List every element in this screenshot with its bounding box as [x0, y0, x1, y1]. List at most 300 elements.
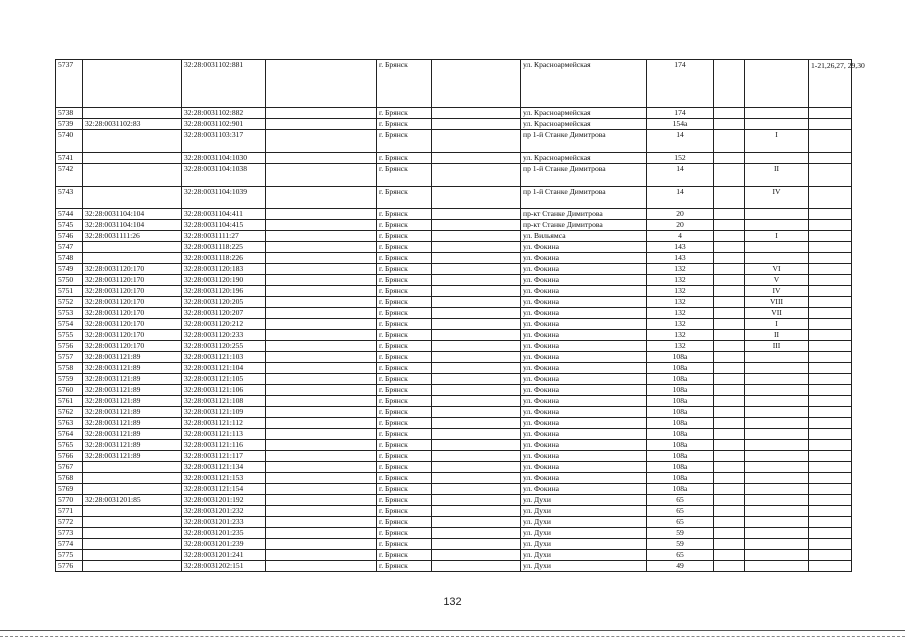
empty-cell [266, 363, 377, 374]
cadastral-number: 32:28:0031111:27 [182, 231, 266, 242]
apartment-range [809, 429, 852, 440]
apartment-range [809, 209, 852, 220]
empty-cell [266, 60, 377, 108]
street-name: ул. Красноармейская [521, 60, 647, 108]
empty-cell [432, 385, 521, 396]
cadastral-number: 32:28:0031104:415 [182, 220, 266, 231]
house-number: 174 [647, 60, 714, 108]
section-number [745, 561, 809, 572]
empty-cell [714, 561, 745, 572]
cadastral-number: 32:28:0031102:882 [182, 108, 266, 119]
empty-cell [266, 164, 377, 187]
table-row [56, 341, 852, 352]
cadastral-number: 32:28:0031118:225 [182, 242, 266, 253]
land-parcel-number: 32:28:0031120:170 [83, 341, 182, 352]
row-number: 5751 [56, 286, 83, 297]
cadastral-number: 32:28:0031121:153 [182, 473, 266, 484]
table-row [56, 209, 852, 220]
apartment-range [809, 297, 852, 308]
empty-cell [714, 539, 745, 550]
city-name: г. Брянск [377, 506, 432, 517]
section-number [745, 550, 809, 561]
row-number: 5746 [56, 231, 83, 242]
empty-cell [266, 330, 377, 341]
row-number: 5753 [56, 308, 83, 319]
row-number: 5766 [56, 451, 83, 462]
row-number: 5745 [56, 220, 83, 231]
city-name: г. Брянск [377, 220, 432, 231]
section-number [745, 539, 809, 550]
empty-cell [714, 528, 745, 539]
land-parcel-number [83, 60, 182, 108]
empty-cell [432, 220, 521, 231]
land-parcel-number [83, 153, 182, 164]
house-number: 108а [647, 407, 714, 418]
row-number: 5761 [56, 396, 83, 407]
cadastral-number: 32:28:0031121:104 [182, 363, 266, 374]
table-row [56, 253, 852, 264]
section-number: IV [745, 187, 809, 209]
house-number: 143 [647, 253, 714, 264]
house-number: 59 [647, 539, 714, 550]
row-number: 5775 [56, 550, 83, 561]
empty-cell [714, 462, 745, 473]
row-number: 5755 [56, 330, 83, 341]
empty-cell [432, 462, 521, 473]
street-name: ул. Фокина [521, 407, 647, 418]
empty-cell [714, 484, 745, 495]
apartment-range [809, 418, 852, 429]
city-name: г. Брянск [377, 242, 432, 253]
apartment-range [809, 264, 852, 275]
house-number: 65 [647, 517, 714, 528]
empty-cell [266, 187, 377, 209]
empty-cell [432, 440, 521, 451]
table-row [56, 528, 852, 539]
empty-cell [714, 330, 745, 341]
street-name: ул. Фокина [521, 308, 647, 319]
street-name: ул. Фокина [521, 275, 647, 286]
house-number: 108а [647, 363, 714, 374]
cadastral-number: 32:28:0031120:190 [182, 275, 266, 286]
apartment-range [809, 528, 852, 539]
table-row [56, 308, 852, 319]
street-name: ул. Красноармейская [521, 108, 647, 119]
section-number [745, 528, 809, 539]
section-number [745, 220, 809, 231]
land-parcel-number: 32:28:0031121:89 [83, 363, 182, 374]
city-name: г. Брянск [377, 153, 432, 164]
section-number [745, 473, 809, 484]
table-row [56, 418, 852, 429]
section-number: I [745, 231, 809, 242]
cadastral-number: 32:28:0031201:235 [182, 528, 266, 539]
cadastral-number: 32:28:0031102:901 [182, 119, 266, 130]
land-parcel-number: 32:28:0031120:170 [83, 264, 182, 275]
house-number: 65 [647, 495, 714, 506]
cadastral-number: 32:28:0031120:233 [182, 330, 266, 341]
empty-cell [266, 396, 377, 407]
cadastral-number: 32:28:0031121:108 [182, 396, 266, 407]
section-number [745, 429, 809, 440]
section-number [745, 209, 809, 220]
table-row [56, 231, 852, 242]
apartment-range [809, 440, 852, 451]
empty-cell [266, 341, 377, 352]
table-row [56, 297, 852, 308]
document-sheet [55, 59, 865, 572]
cadastral-number: 32:28:0031121:103 [182, 352, 266, 363]
land-parcel-number [83, 164, 182, 187]
house-number: 108а [647, 418, 714, 429]
apartment-range: 1-21,26,27, 29,30 [809, 60, 852, 108]
row-number: 5743 [56, 187, 83, 209]
cadastral-number: 32:28:0031102:881 [182, 60, 266, 108]
land-parcel-number: 32:28:0031120:170 [83, 297, 182, 308]
cadastral-number: 32:28:0031201:239 [182, 539, 266, 550]
cadastral-number: 32:28:0031104:1039 [182, 187, 266, 209]
city-name: г. Брянск [377, 440, 432, 451]
table-row [56, 374, 852, 385]
street-name: ул. Духи [521, 550, 647, 561]
table-row [56, 440, 852, 451]
section-number [745, 396, 809, 407]
row-number: 5770 [56, 495, 83, 506]
city-name: г. Брянск [377, 363, 432, 374]
apartment-range [809, 550, 852, 561]
land-parcel-number [83, 528, 182, 539]
cadastral-number: 32:28:0031103:317 [182, 130, 266, 153]
row-number: 5757 [56, 352, 83, 363]
apartment-range [809, 330, 852, 341]
section-number [745, 60, 809, 108]
land-parcel-number: 32:28:0031102:83 [83, 119, 182, 130]
city-name: г. Брянск [377, 517, 432, 528]
empty-cell [266, 153, 377, 164]
street-name: ул. Красноармейская [521, 153, 647, 164]
street-name: ул. Духи [521, 495, 647, 506]
street-name: пр 1-й Станке Димитрова [521, 164, 647, 187]
row-number: 5741 [56, 153, 83, 164]
empty-cell [266, 539, 377, 550]
city-name: г. Брянск [377, 407, 432, 418]
cadastral-number: 32:28:0031121:106 [182, 385, 266, 396]
empty-cell [432, 528, 521, 539]
house-number: 143 [647, 242, 714, 253]
city-name: г. Брянск [377, 330, 432, 341]
empty-cell [432, 275, 521, 286]
section-number: III [745, 341, 809, 352]
house-number: 14 [647, 187, 714, 209]
land-parcel-number [83, 550, 182, 561]
section-number [745, 451, 809, 462]
empty-cell [266, 462, 377, 473]
house-number: 108а [647, 352, 714, 363]
empty-cell [266, 319, 377, 330]
city-name: г. Брянск [377, 385, 432, 396]
land-parcel-number: 32:28:0031104:104 [83, 220, 182, 231]
city-name: г. Брянск [377, 352, 432, 363]
empty-cell [432, 550, 521, 561]
house-number: 132 [647, 275, 714, 286]
apartment-range [809, 495, 852, 506]
street-name: пр 1-й Станке Димитрова [521, 130, 647, 153]
apartment-range [809, 517, 852, 528]
section-number [745, 363, 809, 374]
land-parcel-number: 32:28:0031120:170 [83, 319, 182, 330]
section-number: VIII [745, 297, 809, 308]
empty-cell [266, 561, 377, 572]
empty-cell [432, 253, 521, 264]
street-name: ул. Фокина [521, 330, 647, 341]
section-number [745, 517, 809, 528]
land-parcel-number [83, 539, 182, 550]
street-name: пр-кт Станке Димитрова [521, 209, 647, 220]
street-name: ул. Духи [521, 506, 647, 517]
table-row [56, 407, 852, 418]
empty-cell [432, 429, 521, 440]
empty-cell [714, 550, 745, 561]
empty-cell [714, 495, 745, 506]
empty-cell [432, 451, 521, 462]
cadastral-number: 32:28:0031121:117 [182, 451, 266, 462]
table-row [56, 363, 852, 374]
street-name: ул. Духи [521, 539, 647, 550]
apartment-range [809, 484, 852, 495]
empty-cell [714, 429, 745, 440]
empty-cell [714, 418, 745, 429]
row-number: 5738 [56, 108, 83, 119]
table-row [56, 119, 852, 130]
city-name: г. Брянск [377, 539, 432, 550]
empty-cell [432, 319, 521, 330]
apartment-range [809, 242, 852, 253]
section-number: V [745, 275, 809, 286]
empty-cell [714, 517, 745, 528]
table-row [56, 130, 852, 153]
house-number: 132 [647, 297, 714, 308]
cadastral-number: 32:28:0031121:112 [182, 418, 266, 429]
table-row [56, 462, 852, 473]
city-name: г. Брянск [377, 275, 432, 286]
city-name: г. Брянск [377, 119, 432, 130]
row-number: 5773 [56, 528, 83, 539]
city-name: г. Брянск [377, 60, 432, 108]
land-parcel-number: 32:28:0031121:89 [83, 374, 182, 385]
empty-cell [714, 187, 745, 209]
house-number: 108а [647, 440, 714, 451]
row-number: 5744 [56, 209, 83, 220]
street-name: ул. Духи [521, 528, 647, 539]
city-name: г. Брянск [377, 319, 432, 330]
empty-cell [714, 286, 745, 297]
land-parcel-number: 32:28:0031121:89 [83, 451, 182, 462]
land-parcel-number [83, 561, 182, 572]
apartment-range [809, 286, 852, 297]
city-name: г. Брянск [377, 418, 432, 429]
cadastral-number: 32:28:0031120:205 [182, 297, 266, 308]
empty-cell [714, 374, 745, 385]
table-row [56, 187, 852, 209]
section-number [745, 374, 809, 385]
empty-cell [714, 407, 745, 418]
empty-cell [266, 275, 377, 286]
house-number: 174 [647, 108, 714, 119]
house-number: 59 [647, 528, 714, 539]
land-parcel-number: 32:28:0031120:170 [83, 275, 182, 286]
empty-cell [714, 385, 745, 396]
apartment-range [809, 119, 852, 130]
city-name: г. Брянск [377, 561, 432, 572]
row-number: 5737 [56, 60, 83, 108]
house-number: 152 [647, 153, 714, 164]
empty-cell [432, 164, 521, 187]
land-parcel-number: 32:28:0031121:89 [83, 429, 182, 440]
street-name: ул. Фокина [521, 451, 647, 462]
section-number [745, 484, 809, 495]
apartment-range [809, 108, 852, 119]
city-name: г. Брянск [377, 264, 432, 275]
empty-cell [432, 407, 521, 418]
empty-cell [714, 451, 745, 462]
section-number [745, 462, 809, 473]
empty-cell [714, 319, 745, 330]
empty-cell [266, 286, 377, 297]
empty-cell [266, 220, 377, 231]
scan-edge-line [0, 630, 905, 631]
land-parcel-number [83, 517, 182, 528]
apartment-range [809, 385, 852, 396]
apartment-range [809, 539, 852, 550]
empty-cell [714, 440, 745, 451]
city-name: г. Брянск [377, 429, 432, 440]
row-number: 5765 [56, 440, 83, 451]
row-number: 5776 [56, 561, 83, 572]
table-row [56, 385, 852, 396]
apartment-range [809, 164, 852, 187]
house-number: 4 [647, 231, 714, 242]
street-name: ул. Фокина [521, 352, 647, 363]
apartment-range [809, 407, 852, 418]
apartment-range [809, 187, 852, 209]
empty-cell [714, 242, 745, 253]
house-number: 49 [647, 561, 714, 572]
empty-cell [266, 528, 377, 539]
city-name: г. Брянск [377, 396, 432, 407]
street-name: ул. Фокина [521, 374, 647, 385]
house-number: 20 [647, 220, 714, 231]
house-number: 14 [647, 130, 714, 153]
section-number: II [745, 330, 809, 341]
row-number: 5759 [56, 374, 83, 385]
apartment-range [809, 130, 852, 153]
street-name: ул. Фокина [521, 341, 647, 352]
empty-cell [714, 130, 745, 153]
empty-cell [432, 363, 521, 374]
street-name: ул. Фокина [521, 363, 647, 374]
street-name: ул. Фокина [521, 264, 647, 275]
street-name: ул. Фокина [521, 484, 647, 495]
table-row [56, 550, 852, 561]
row-number: 5763 [56, 418, 83, 429]
street-name: пр 1-й Станке Димитрова [521, 187, 647, 209]
city-name: г. Брянск [377, 308, 432, 319]
house-number: 65 [647, 506, 714, 517]
section-number: IV [745, 286, 809, 297]
empty-cell [432, 539, 521, 550]
apartment-range [809, 363, 852, 374]
empty-cell [266, 242, 377, 253]
empty-cell [714, 220, 745, 231]
land-parcel-number: 32:28:0031121:89 [83, 385, 182, 396]
empty-cell [432, 60, 521, 108]
apartment-range [809, 473, 852, 484]
apartment-range [809, 253, 852, 264]
street-name: ул. Фокина [521, 396, 647, 407]
section-number [745, 385, 809, 396]
empty-cell [432, 286, 521, 297]
row-number: 5764 [56, 429, 83, 440]
empty-cell [266, 264, 377, 275]
empty-cell [432, 242, 521, 253]
street-name: ул. Фокина [521, 440, 647, 451]
empty-cell [714, 363, 745, 374]
cadastral-number: 32:28:0031120:212 [182, 319, 266, 330]
row-number: 5767 [56, 462, 83, 473]
empty-cell [714, 60, 745, 108]
section-number [745, 108, 809, 119]
empty-cell [714, 352, 745, 363]
street-name: ул. Фокина [521, 286, 647, 297]
row-number: 5769 [56, 484, 83, 495]
apartment-range [809, 231, 852, 242]
section-number [745, 352, 809, 363]
cadastral-number: 32:28:0031120:196 [182, 286, 266, 297]
land-parcel-number [83, 187, 182, 209]
property-register-table [55, 59, 865, 572]
street-name: ул. Фокина [521, 462, 647, 473]
empty-cell [266, 429, 377, 440]
house-number: 132 [647, 341, 714, 352]
section-number: VI [745, 264, 809, 275]
empty-cell [266, 440, 377, 451]
empty-cell [432, 561, 521, 572]
empty-cell [432, 297, 521, 308]
empty-cell [714, 164, 745, 187]
empty-cell [432, 473, 521, 484]
apartment-range [809, 220, 852, 231]
cadastral-number: 32:28:0031104:1030 [182, 153, 266, 164]
house-number: 132 [647, 308, 714, 319]
apartment-range [809, 275, 852, 286]
cadastral-number: 32:28:0031121:154 [182, 484, 266, 495]
empty-cell [714, 275, 745, 286]
empty-cell [266, 297, 377, 308]
row-number: 5749 [56, 264, 83, 275]
apartment-range [809, 374, 852, 385]
empty-cell [266, 130, 377, 153]
table-row [56, 319, 852, 330]
street-name: ул. Фокина [521, 242, 647, 253]
house-number: 108а [647, 484, 714, 495]
table-row [56, 352, 852, 363]
empty-cell [432, 418, 521, 429]
city-name: г. Брянск [377, 209, 432, 220]
table-row [56, 60, 852, 108]
city-name: г. Брянск [377, 484, 432, 495]
empty-cell [432, 308, 521, 319]
house-number: 132 [647, 330, 714, 341]
